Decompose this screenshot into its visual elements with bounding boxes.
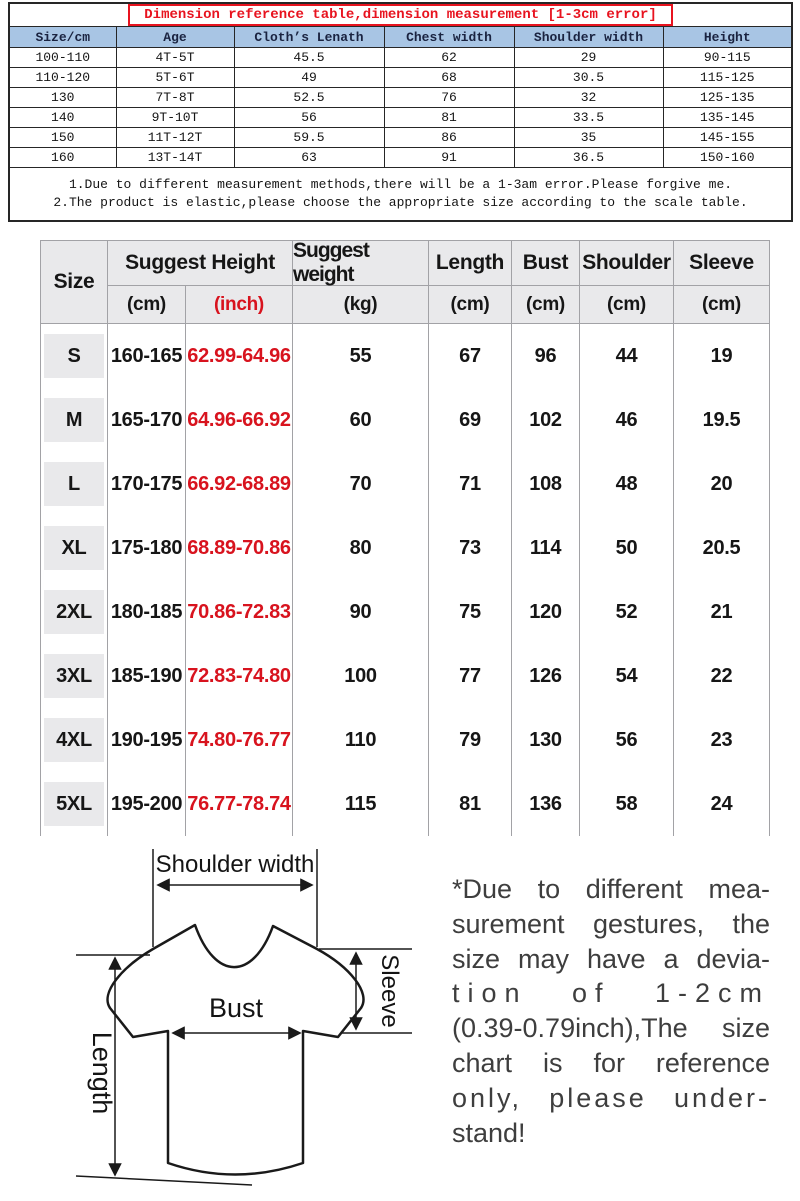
size-label-cell	[41, 580, 108, 644]
size-label-cell	[41, 324, 108, 388]
table-cell-inch: 70.86-72.83	[186, 580, 293, 644]
table-cell: 52.5	[234, 88, 384, 108]
table-cell: 190-195	[108, 708, 186, 772]
table-cell: 91	[384, 148, 514, 168]
table-cell: 86	[384, 128, 514, 148]
unit-header-cm: (cm)	[580, 286, 674, 324]
column-header-height: Height	[663, 27, 792, 48]
table-cell: 21	[710, 600, 733, 623]
disclaimer-line: size may have a devia-	[452, 943, 770, 974]
unit-header-cm: (cm)	[674, 286, 769, 324]
table-cell: 55	[293, 324, 429, 388]
dimension-reference-table	[8, 2, 793, 222]
table-cell: 102	[512, 388, 580, 452]
table-cell: 160	[9, 148, 116, 168]
table-cell: 29	[514, 48, 663, 68]
table-cell: 9T-10T	[116, 108, 234, 128]
table-cell: 68	[384, 68, 514, 88]
unit-header-cm: (cm)	[108, 286, 186, 324]
table-cell: 79	[429, 708, 512, 772]
table-cell: 96	[512, 324, 580, 388]
note-line: 1.Due to different measurement methods,there will be a 1-3am error.Please forgive me.	[68, 177, 733, 192]
table-cell: 30.5	[514, 68, 663, 88]
table-cell: 20.5	[702, 536, 741, 559]
table-cell: 58	[580, 772, 674, 836]
table-cell-inch: 72.83-74.80	[186, 644, 293, 708]
unit-header-kg: (kg)	[293, 286, 429, 324]
table-cell: 5T-6T	[116, 68, 234, 88]
tshirt-outline	[108, 925, 364, 1175]
table-cell: 140	[9, 108, 116, 128]
disclaimer-line: (0.39-0.79inch),The size	[452, 1013, 770, 1044]
table-title-row	[9, 3, 792, 27]
size-badge: L	[44, 462, 104, 506]
table-cell: 165-170	[108, 388, 186, 452]
table-cell: 60	[293, 388, 429, 452]
column-header-length: Length	[429, 241, 512, 286]
size-badge: 5XL	[44, 782, 104, 826]
tshirt-measurement-diagram	[60, 845, 430, 1195]
table-row	[9, 68, 792, 88]
table-cell: 170-175	[108, 452, 186, 516]
table-cell: 110	[293, 708, 429, 772]
table-cell: 11T-12T	[116, 128, 234, 148]
table-cell: 100	[293, 644, 429, 708]
table-cell: 54	[580, 644, 674, 708]
size-label-cell	[41, 452, 108, 516]
sleeve-label: Sleeve	[376, 954, 403, 1028]
notes-row	[9, 168, 792, 222]
table-cell: 20	[710, 472, 733, 495]
size-table	[40, 240, 770, 836]
column-header-size: Size	[41, 241, 108, 324]
table-cell-inch: 64.96-66.92	[186, 388, 293, 452]
disclaimer-line: only, please under-	[452, 1082, 770, 1113]
column-header-bust: Bust	[512, 241, 580, 286]
disclaimer-line: *Due to different mea-	[452, 874, 770, 904]
column-header-age: Age	[116, 27, 234, 48]
column-header-size: Size/cm	[9, 27, 116, 48]
table-cell: 36.5	[514, 148, 663, 168]
table-cell: 75	[429, 580, 512, 644]
table-cell: 80	[293, 516, 429, 580]
table-cell: 50	[580, 516, 674, 580]
column-header-sleeve: Sleeve	[674, 241, 769, 286]
table-cell: 24	[710, 792, 733, 815]
table-cell: 76	[384, 88, 514, 108]
table-cell: 56	[234, 108, 384, 128]
table-cell: 160-165	[108, 324, 186, 388]
column-header-chest-width: Chest width	[384, 27, 514, 48]
table-cell: 73	[429, 516, 512, 580]
table-cell: 32	[514, 88, 663, 108]
table-title: Dimension reference table,dimension measurement [1-3cm error]	[128, 4, 672, 26]
column-header-shoulder: Shoulder	[580, 241, 674, 286]
size-label-cell	[41, 644, 108, 708]
table-cell: 7T-8T	[116, 88, 234, 108]
table-cell: 110-120	[9, 68, 116, 88]
table-cell: 130	[512, 708, 580, 772]
table-cell: 150-160	[663, 148, 792, 168]
table-row	[9, 48, 792, 68]
table-cell: 81	[429, 772, 512, 836]
disclaimer-line: tion of 1-2cm	[452, 978, 770, 1009]
note-line: 2.The product is elastic,please choose the appropriate size according to the scale table.	[53, 195, 748, 210]
table-row	[9, 108, 792, 128]
table-cell-inch: 62.99-64.96	[186, 324, 293, 388]
size-label-cell	[41, 388, 108, 452]
column-header-cloth-length: Cloth’s Lenath	[234, 27, 384, 48]
table-cell: 56	[580, 708, 674, 772]
table-cell: 126	[512, 644, 580, 708]
table-cell-inch: 76.77-78.74	[186, 772, 293, 836]
table-row	[9, 128, 792, 148]
table-cell: 19	[710, 344, 733, 367]
table-cell: 90-115	[663, 48, 792, 68]
table-cell: 69	[429, 388, 512, 452]
table-cell: 22	[710, 664, 733, 687]
table-cell: 45.5	[234, 48, 384, 68]
title-cell	[9, 3, 792, 27]
table-cell: 71	[429, 452, 512, 516]
table-cell: 52	[580, 580, 674, 644]
size-badge: XL	[44, 526, 104, 570]
size-badge: S	[44, 334, 104, 378]
table-cell: 49	[234, 68, 384, 88]
table-cell: 108	[512, 452, 580, 516]
table-cell: 13T-14T	[116, 148, 234, 168]
length-extension-line-bottom	[76, 1176, 252, 1185]
table-cell: 150	[9, 128, 116, 148]
size-badge: M	[44, 398, 104, 442]
table-cell: 175-180	[108, 516, 186, 580]
table-cell: 48	[580, 452, 674, 516]
table-cell: 19.5	[702, 408, 741, 431]
table-cell: 185-190	[108, 644, 186, 708]
size-badge: 2XL	[44, 590, 104, 634]
table-cell-inch: 74.80-76.77	[186, 708, 293, 772]
column-header-suggest-weight: Suggest weight	[293, 241, 429, 286]
table-cell: 115-125	[663, 68, 792, 88]
table-cell-inch: 68.89-70.86	[186, 516, 293, 580]
bust-label: Bust	[208, 993, 264, 1023]
notes-cell	[9, 168, 792, 222]
table-cell: 77	[429, 644, 512, 708]
table-cell: 180-185	[108, 580, 186, 644]
disclaimer-line: stand!	[452, 1117, 526, 1148]
size-label-cell	[41, 516, 108, 580]
size-label-cell	[41, 772, 108, 836]
table-cell: 115	[293, 772, 429, 836]
table-cell: 35	[514, 128, 663, 148]
size-label-cell	[41, 708, 108, 772]
table-row	[9, 148, 792, 168]
unit-header-cm: (cm)	[429, 286, 512, 324]
table-cell: 90	[293, 580, 429, 644]
disclaimer-text	[452, 872, 770, 1150]
table-cell: 23	[710, 728, 733, 751]
table-cell: 63	[234, 148, 384, 168]
table-cell: 44	[580, 324, 674, 388]
table-cell: 4T-5T	[116, 48, 234, 68]
table-cell: 33.5	[514, 108, 663, 128]
shoulder-width-label: Shoulder width	[155, 851, 315, 878]
table-cell: 70	[293, 452, 429, 516]
disclaimer-line: surement gestures, the	[452, 908, 770, 939]
table-cell: 67	[429, 324, 512, 388]
table-cell: 125-135	[663, 88, 792, 108]
table-header-row	[9, 27, 792, 48]
table-cell: 120	[512, 580, 580, 644]
table-cell-inch: 66.92-68.89	[186, 452, 293, 516]
table-row	[9, 88, 792, 108]
table-cell: 130	[9, 88, 116, 108]
unit-header-cm: (cm)	[512, 286, 580, 324]
unit-header-inch: (inch)	[186, 286, 293, 324]
disclaimer-line: chart is for reference	[452, 1047, 770, 1078]
table-cell: 62	[384, 48, 514, 68]
column-header-suggest-height: Suggest Height	[108, 241, 293, 286]
table-cell: 114	[512, 516, 580, 580]
table-cell: 195-200	[108, 772, 186, 836]
table-cell: 135-145	[663, 108, 792, 128]
length-label: Length	[87, 1031, 117, 1115]
table-cell: 81	[384, 108, 514, 128]
table-cell: 136	[512, 772, 580, 836]
table-cell: 46	[580, 388, 674, 452]
size-badge: 4XL	[44, 718, 104, 762]
table-cell: 59.5	[234, 128, 384, 148]
table-cell: 145-155	[663, 128, 792, 148]
column-header-shoulder-width: Shoulder width	[514, 27, 663, 48]
size-badge: 3XL	[44, 654, 104, 698]
table-cell: 100-110	[9, 48, 116, 68]
